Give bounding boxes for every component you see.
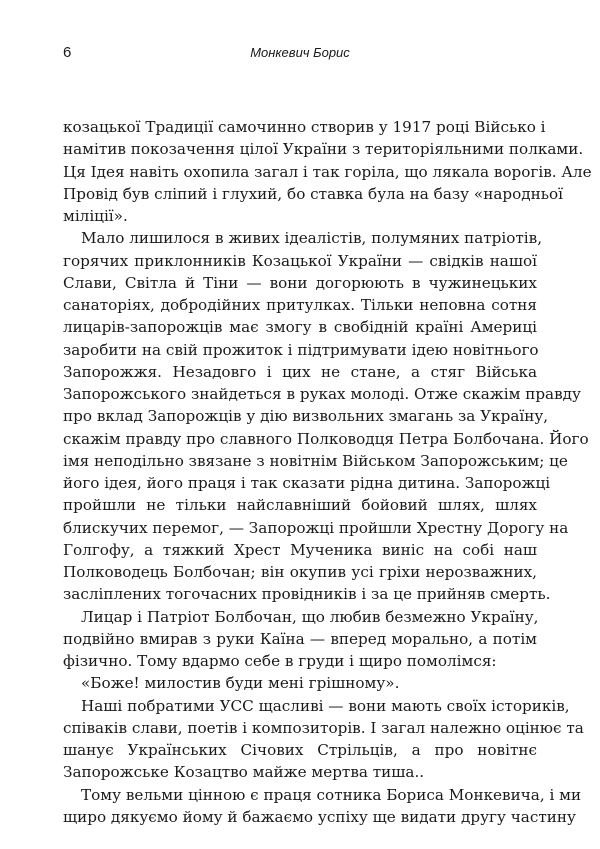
paragraph [63, 227, 589, 605]
text-line: Слави, Світла й Тіни — вони догорюють в чужинецьких [63, 273, 537, 292]
text-line: імя неподільно звязане з новітнім Військом Запорожським; це [63, 451, 568, 470]
paragraph [63, 672, 537, 694]
text-line: засліплених тогочасних провідників і за це прийняв смерть. [63, 585, 551, 604]
text-line: фізично. Тому вдармо себе в груди і щиро помолімся: [63, 652, 497, 670]
page-body [63, 116, 592, 828]
text-line: Голгофу, а тяжкий Хрест Мученика виніс на собі наш [63, 540, 537, 559]
running-title: Монкевич Борис [250, 45, 350, 60]
text-line: блискучих перемог, — Запорожці пройшли Хрестну Дорогу на [63, 518, 569, 537]
text-line: козацької Традиції самочинно створив у 1917 році Військо і [63, 118, 546, 136]
text-line: Запорожського знайдеться в руках молоді. Отже скажім правду [63, 385, 581, 403]
paragraph [63, 606, 537, 673]
text-line: міліції». [63, 207, 128, 225]
paragraph [63, 116, 592, 227]
text-line: санаторіях, добродійних притулках. Тільки неповна сотня [63, 296, 537, 314]
text-line: Мало лишилося в живих ідеалістів, полумяних патріотів, [81, 229, 543, 248]
text-line: щиро дякуємо йому й бажаємо успіху ще видати другу частину [63, 807, 576, 826]
text-line: «Боже! милостив буди мені грішному». [81, 674, 400, 693]
text-line: Провід був сліпий і глухий, бо ставка була на базу «народньої [63, 184, 563, 203]
text-line: горячих приклонників Козацької України — свідків нашої [63, 251, 537, 270]
text-line: про вклад Запорожців у дію визвольних змагань за Україну, [63, 407, 549, 426]
text-line: Лицар і Патріот Болбочан, що любив безмежно Україну, [81, 607, 539, 626]
text-line: лицарів-запорожців має змогу в свобідній країні Америці [63, 318, 537, 337]
text-line: його ідея, його праця і так сказати рідна дитина. Запорожці [63, 474, 551, 492]
text-line: Запорожське Козацтво майже мертва тиша.. [63, 763, 425, 782]
paragraph [63, 784, 582, 829]
text-line: Наші побратими УСС щасливі — вони мають своїх істориків, [81, 696, 570, 715]
text-line: подвійно вмирав з руки Каїна — вперед морально, а потім [63, 629, 537, 648]
text-line: намітив покозачення цілої України з територіяльними полками. [63, 140, 584, 159]
text-line: шанує Українських Січових Стрільців, а про новітнє [63, 741, 537, 759]
paragraph [63, 695, 584, 784]
text-line: Ця Ідея навіть охопила загал і так горіла, що лякала ворогів. Але [63, 162, 592, 181]
page-number: 6 [63, 44, 72, 61]
text-line: пройшли не тільки найславніший бойовий шлях, шлях [63, 496, 537, 515]
text-line: Тому вельми цінною є праця сотника Бориса Монкевича, і ми [81, 785, 582, 804]
text-line: Запорожжя. Незадовго і цих не стане, а стяг Війська [63, 362, 537, 381]
text-line: Полководець Болбочан; він окупив усі гріхи нерозважних, [63, 563, 537, 581]
text-line: співаків слави, поетів і композиторів. І загал належно оцінює та [63, 718, 584, 737]
text-line: скажім правду про славного Полководця Петра Болбочана. Його [63, 429, 589, 448]
text-line: заробити на свій прожиток і підтримувати ідею новітнього [63, 340, 539, 359]
